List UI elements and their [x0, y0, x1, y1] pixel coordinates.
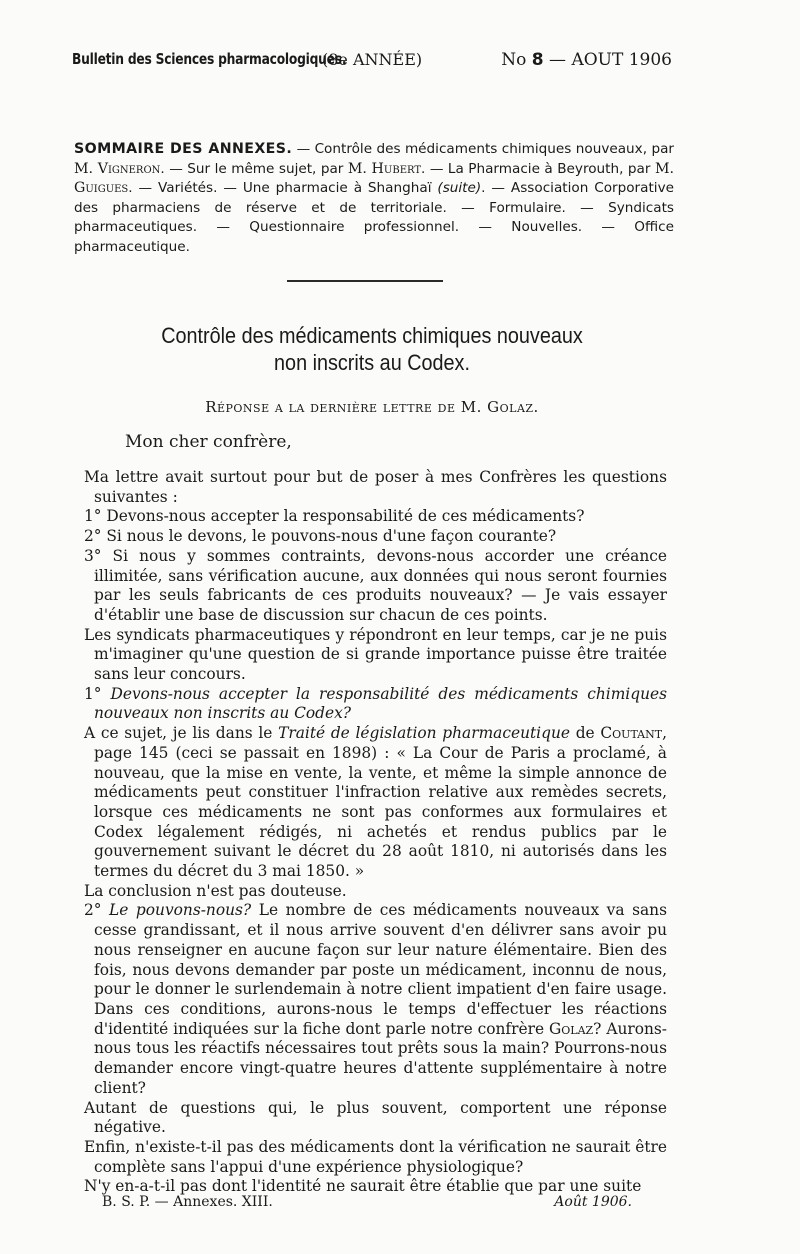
- section-2-text-a: Le nombre de ces médicaments nouveaux va sans cesse grandissant, et il nous arrive souvent d'en délivrer sans avoir pu nous renseigner en aucune façon sur leur nature élémentaire. Bien des fois, nous devons demander par poste un médicament, inconnu de nous, pour le donner le surlendemain à notre client impatient d'en faire usage. Dans ces conditions, aurons-nous le temps d'effectuer les réactions d'identité indiquées sur la fiche dont parle notre confrère: [94, 901, 667, 1038]
- summary-heading: SOMMAIRE DES ANNEXES.: [74, 141, 293, 157]
- citation-text-b: de: [569, 724, 601, 743]
- paragraph-autant: Autant de questions qui, le plus souvent, comportent une réponse négative.: [84, 1098, 667, 1137]
- footer-date: Août 1906.: [554, 1194, 632, 1210]
- footer-signature: B. S. P. — Annexes. XIII.: [102, 1194, 273, 1210]
- running-header: [72, 50, 672, 76]
- summary-text-2: . — Sur le même sujet, par: [160, 160, 348, 177]
- summary-author-1: M. Vigneron: [74, 160, 161, 177]
- article-title-line-1: Contrôle des médicaments chimiques nouveaux: [161, 323, 583, 348]
- reply-subtitle: Réponse a la dernière lettre de M. Golaz.: [205, 398, 539, 416]
- question-3: 3° Si nous y sommes contraints, devons-nous accorder une créance illimitée, sans vérification aucune, aux données qui nous seront fournies par les seuls fabricants de ces produits nouveaux? — Je vais essayer d'établir une base de discussion sur chacun de ces points.: [84, 546, 667, 624]
- paragraph-citation: [84, 724, 667, 882]
- article-title-line-2: non inscrits au Codex.: [274, 350, 470, 375]
- summary-text-4: . — Variétés. — Une pharmacie à Shanghaï: [128, 180, 438, 197]
- section-2-question: Le pouvons-nous?: [109, 901, 252, 920]
- paragraph-intro: Ma lettre avait surtout pour but de poser à mes Confrères les questions suivantes :: [84, 468, 667, 506]
- summary-text-5: . — Association Corporative des pharmaciens de réserve et de territoriale. — Formulaire. — Syndicats pharmaceutiques. — Questionnaire professionnel. — Nouvelles. — Office pharmaceutique.: [74, 180, 674, 255]
- section-divider: [287, 280, 443, 282]
- paragraph-syndicats: Les syndicats pharmaceutiques y répondront en leur temps, car je ne puis m'imaginer qu'une question de si grande importance puisse être traitée sans leur concours.: [84, 625, 667, 684]
- paragraph-enfin: Enfin, n'existe-t-il pas des médicaments dont la vérification ne saurait être complète sans l'appui d'une expérience physiologique?: [84, 1137, 667, 1176]
- summary-suite: (suite): [437, 180, 482, 197]
- journal-title: Bulletin des Sciences pharmacologiques.: [72, 50, 347, 68]
- annex-summary: [74, 140, 674, 258]
- paragraph-conclusion: La conclusion n'est pas douteuse.: [84, 881, 347, 900]
- section-1-question: Devons-nous accepter la responsabilité des médicaments chimiques nouveaux non inscrits au Codex?: [94, 684, 667, 723]
- page-footer: [102, 1194, 632, 1216]
- section-2-author: Golaz: [548, 1019, 594, 1038]
- article-title: [102, 322, 642, 376]
- summary-text-1: — Contrôle des médicaments chimiques nouveaux, par: [292, 141, 674, 157]
- paragraph-identite: N'y en-a-t-il pas dont l'identité ne saurait être établie que par une suite: [84, 1177, 642, 1196]
- journal-year: (8e ANNÉE): [322, 50, 423, 69]
- citation-author: Coutant: [600, 724, 663, 743]
- section-1-heading: [84, 685, 667, 724]
- issue-number: 8: [531, 50, 544, 70]
- summary-paragraph: [74, 140, 674, 258]
- issue-prefix: No: [501, 50, 527, 70]
- issue-info: [501, 50, 672, 70]
- summary-text-3: . — La Pharmacie à Beyrouth, par: [421, 160, 655, 177]
- summary-author-2: M. Hubert: [347, 160, 422, 177]
- question-2: 2° Si nous le devons, le pouvons-nous d'une façon courante?: [84, 527, 557, 546]
- citation-text-a: A ce sujet, je lis dans le: [84, 724, 279, 743]
- section-2-text-b: ? Aurons-nous tous les réactifs nécessaires tout prêts sous la main? Pourrons-nous demander encore vingt-quatre heures d'attente supplémentaire à notre client?: [94, 1019, 667, 1097]
- summary-author-3: M. Guigues: [74, 160, 674, 197]
- section-2-number: 2°: [84, 901, 110, 920]
- citation-book: Traité de législation pharmaceutique: [278, 724, 570, 743]
- issue-date: — AOUT 1906: [549, 50, 672, 70]
- salutation: Mon cher confrère,: [125, 432, 292, 452]
- question-1: 1° Devons-nous accepter la responsabilité de ces médicaments?: [84, 507, 585, 526]
- section-1-number: 1°: [84, 684, 111, 703]
- paragraph-section-2: [84, 901, 667, 1098]
- article-body: [84, 468, 667, 1197]
- citation-text-c: , page 145 (ceci se passait en 1898) : « La Cour de Paris a proclamé, à nouveau, que la mise en vente, la vente, et même la simple annonce de médicaments peut constituer l'infraction relative aux remèdes secrets, lorsque ces médicaments ne sont pas conformes aux formulaires et Codex légalement rédigés, ni achetés et rendus publics par le gouvernement suivant le décret du 28 août 1810, ni autorisés dans les termes du décret du 3 mai 1850. »: [94, 724, 667, 881]
